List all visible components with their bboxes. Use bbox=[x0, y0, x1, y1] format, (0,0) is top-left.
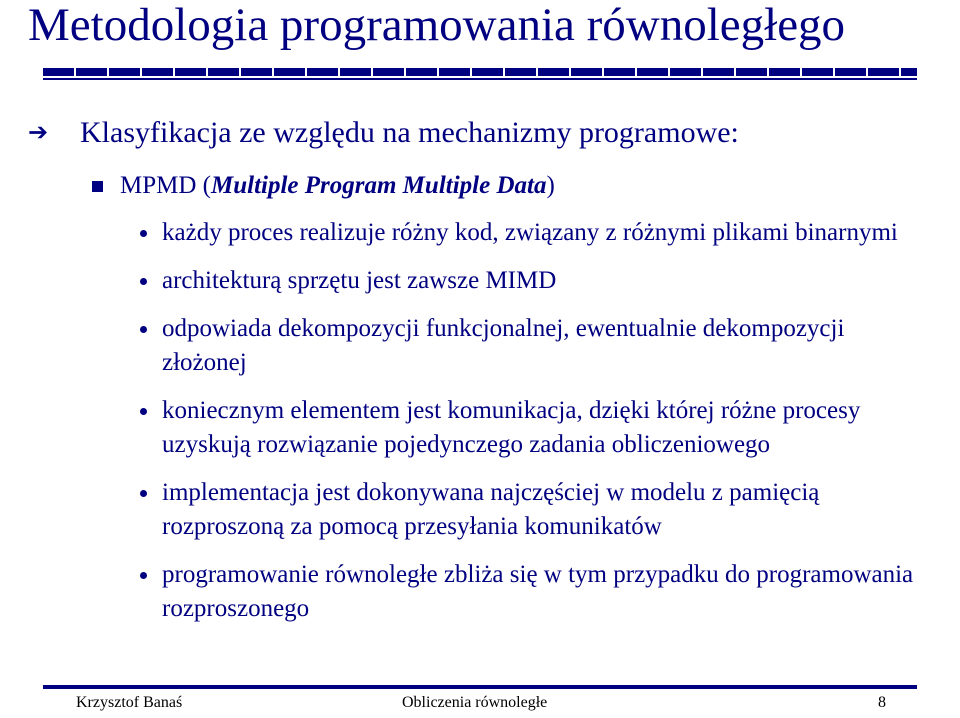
list-item-text: każdy proces realizuje różny kod, związany z różnymi plikami binarnymi bbox=[162, 219, 898, 246]
bullet-list bbox=[134, 216, 934, 640]
subheading-text bbox=[120, 172, 555, 200]
list-item bbox=[134, 264, 934, 298]
footer-author: Krzysztof Banaś bbox=[76, 694, 183, 711]
slide-title: Metodologia programowania równoległego bbox=[28, 0, 846, 51]
list-item-text: odpowiada dekompozycji funkcjonalnej, ewentualnie dekompozycji złożonej bbox=[162, 315, 845, 376]
list-item bbox=[134, 394, 934, 462]
list-item bbox=[134, 558, 934, 626]
list-item-text: programowanie równoległe zbliża się w tym przypadku do programowania rozproszonego bbox=[162, 561, 914, 622]
list-item bbox=[134, 312, 934, 380]
list-item bbox=[134, 216, 934, 250]
round-bullet-icon bbox=[140, 278, 147, 285]
list-item-text: architekturą sprzętu jest zawsze MIMD bbox=[162, 267, 557, 294]
round-bullet-icon bbox=[140, 230, 147, 237]
footer-divider bbox=[43, 685, 917, 689]
heading-text: Klasyfikacja ze względu na mechanizmy programowe: bbox=[80, 116, 739, 149]
arrow-bullet-icon: ➔ bbox=[28, 120, 49, 146]
subheading-prefix: MPMD ( bbox=[120, 172, 211, 199]
title-divider bbox=[43, 68, 917, 76]
round-bullet-icon bbox=[140, 572, 147, 579]
round-bullet-icon bbox=[140, 490, 147, 497]
footer-course-title: Obliczenia równoległe bbox=[402, 694, 548, 711]
list-item-text: implementacja jest dokonywana najczęściej w modelu z pamięcią rozproszoną za pomocą przesyłania komunikatów bbox=[162, 479, 820, 540]
square-bullet-icon bbox=[92, 181, 103, 192]
list-item-text: koniecznym elementem jest komunikacja, dzięki której różne procesy uzyskują rozwiązanie pojedynczego zadania obliczeniowego bbox=[162, 397, 861, 458]
round-bullet-icon bbox=[140, 408, 147, 415]
subheading-emphasis: Multiple Program Multiple Data bbox=[211, 172, 547, 199]
round-bullet-icon bbox=[140, 326, 147, 333]
page-number: 8 bbox=[878, 694, 886, 711]
list-item bbox=[134, 476, 934, 544]
title-divider-line bbox=[43, 78, 917, 80]
subheading-suffix: ) bbox=[546, 172, 555, 199]
